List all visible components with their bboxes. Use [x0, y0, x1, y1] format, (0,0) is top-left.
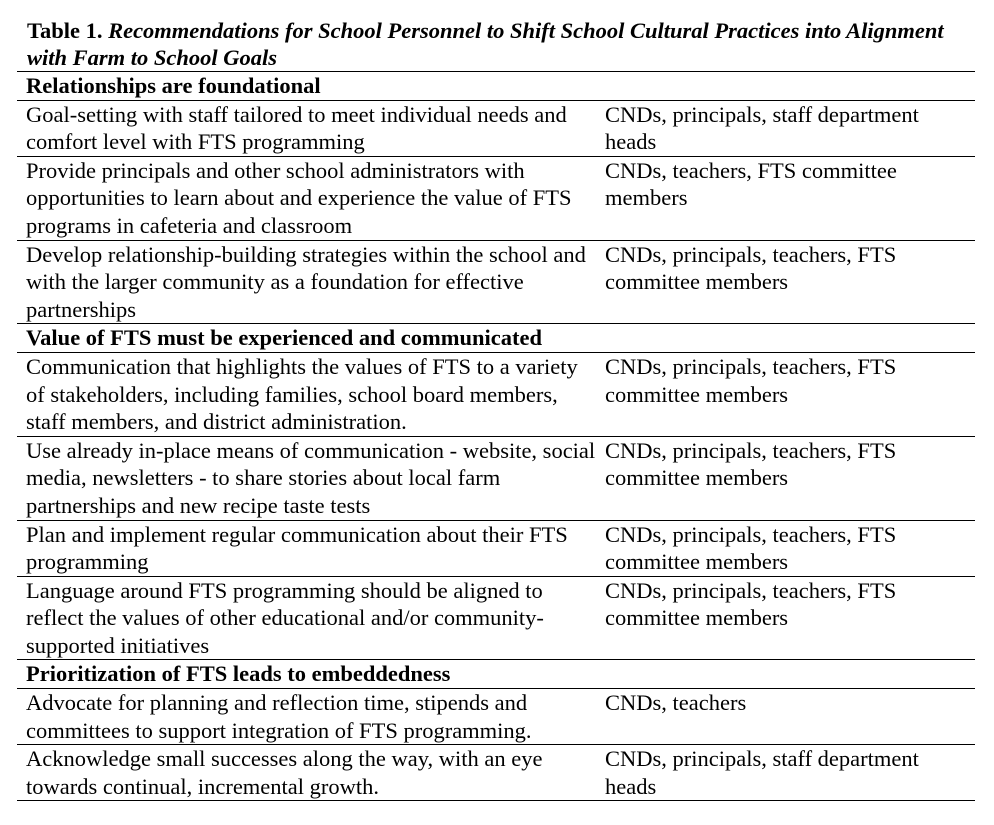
- recommendation-cell: Acknowledge small successes along the way, with an eye towards continual, incremental growth.: [17, 745, 596, 801]
- table-row: [17, 100, 975, 156]
- personnel-cell: CNDs, teachers: [596, 689, 975, 745]
- recommendation-cell: Develop relationship-building strategies within the school and with the larger community as a foundation for effective partnerships: [17, 240, 596, 324]
- section-heading: Value of FTS must be experienced and communicated: [17, 324, 975, 353]
- recommendation-cell: Communication that highlights the values of FTS to a variety of stakeholders, including families, school board members, staff members, and district administration.: [17, 352, 596, 436]
- recommendations-table: [17, 71, 975, 801]
- recommendation-cell: Goal-setting with staff tailored to meet individual needs and comfort level with FTS programming: [17, 100, 596, 156]
- personnel-cell: CNDs, principals, teachers, FTS committee members: [596, 436, 975, 520]
- personnel-cell: CNDs, principals, teachers, FTS committee members: [596, 520, 975, 576]
- personnel-cell: CNDs, principals, teachers, FTS committee members: [596, 240, 975, 324]
- table-label: Table 1.: [27, 18, 103, 43]
- table-row: [17, 745, 975, 801]
- recommendation-cell: Advocate for planning and reflection time, stipends and committees to support integration of FTS programming.: [17, 689, 596, 745]
- table-row: [17, 352, 975, 436]
- recommendation-cell: Provide principals and other school administrators with opportunities to learn about and experience the value of FTS programs in cafeteria and classroom: [17, 156, 596, 240]
- section-header-row: [17, 660, 975, 689]
- personnel-cell: CNDs, principals, teachers, FTS committee members: [596, 352, 975, 436]
- table-row: [17, 689, 975, 745]
- table-row: [17, 156, 975, 240]
- table-row: [17, 520, 975, 576]
- section-heading: Relationships are foundational: [17, 72, 975, 101]
- section-header-row: [17, 324, 975, 353]
- table-row: [17, 240, 975, 324]
- personnel-cell: CNDs, principals, staff department heads: [596, 745, 975, 801]
- table-row: [17, 576, 975, 660]
- table-title: Recommendations for School Personnel to Shift School Cultural Practices into Alignment with Farm to School Goals: [27, 18, 944, 70]
- recommendation-cell: Use already in-place means of communication - website, social media, newsletters - to share stories about local farm partnerships and new recipe taste tests: [17, 436, 596, 520]
- table-caption: [27, 17, 977, 71]
- table-row: [17, 436, 975, 520]
- personnel-cell: CNDs, principals, staff department heads: [596, 100, 975, 156]
- section-heading: Prioritization of FTS leads to embeddedness: [17, 660, 975, 689]
- recommendation-cell: Plan and implement regular communication about their FTS programming: [17, 520, 596, 576]
- section-header-row: [17, 72, 975, 101]
- personnel-cell: CNDs, principals, teachers, FTS committee members: [596, 576, 975, 660]
- personnel-cell: CNDs, teachers, FTS committee members: [596, 156, 975, 240]
- recommendation-cell: Language around FTS programming should be aligned to reflect the values of other educational and/or community-supported initiatives: [17, 576, 596, 660]
